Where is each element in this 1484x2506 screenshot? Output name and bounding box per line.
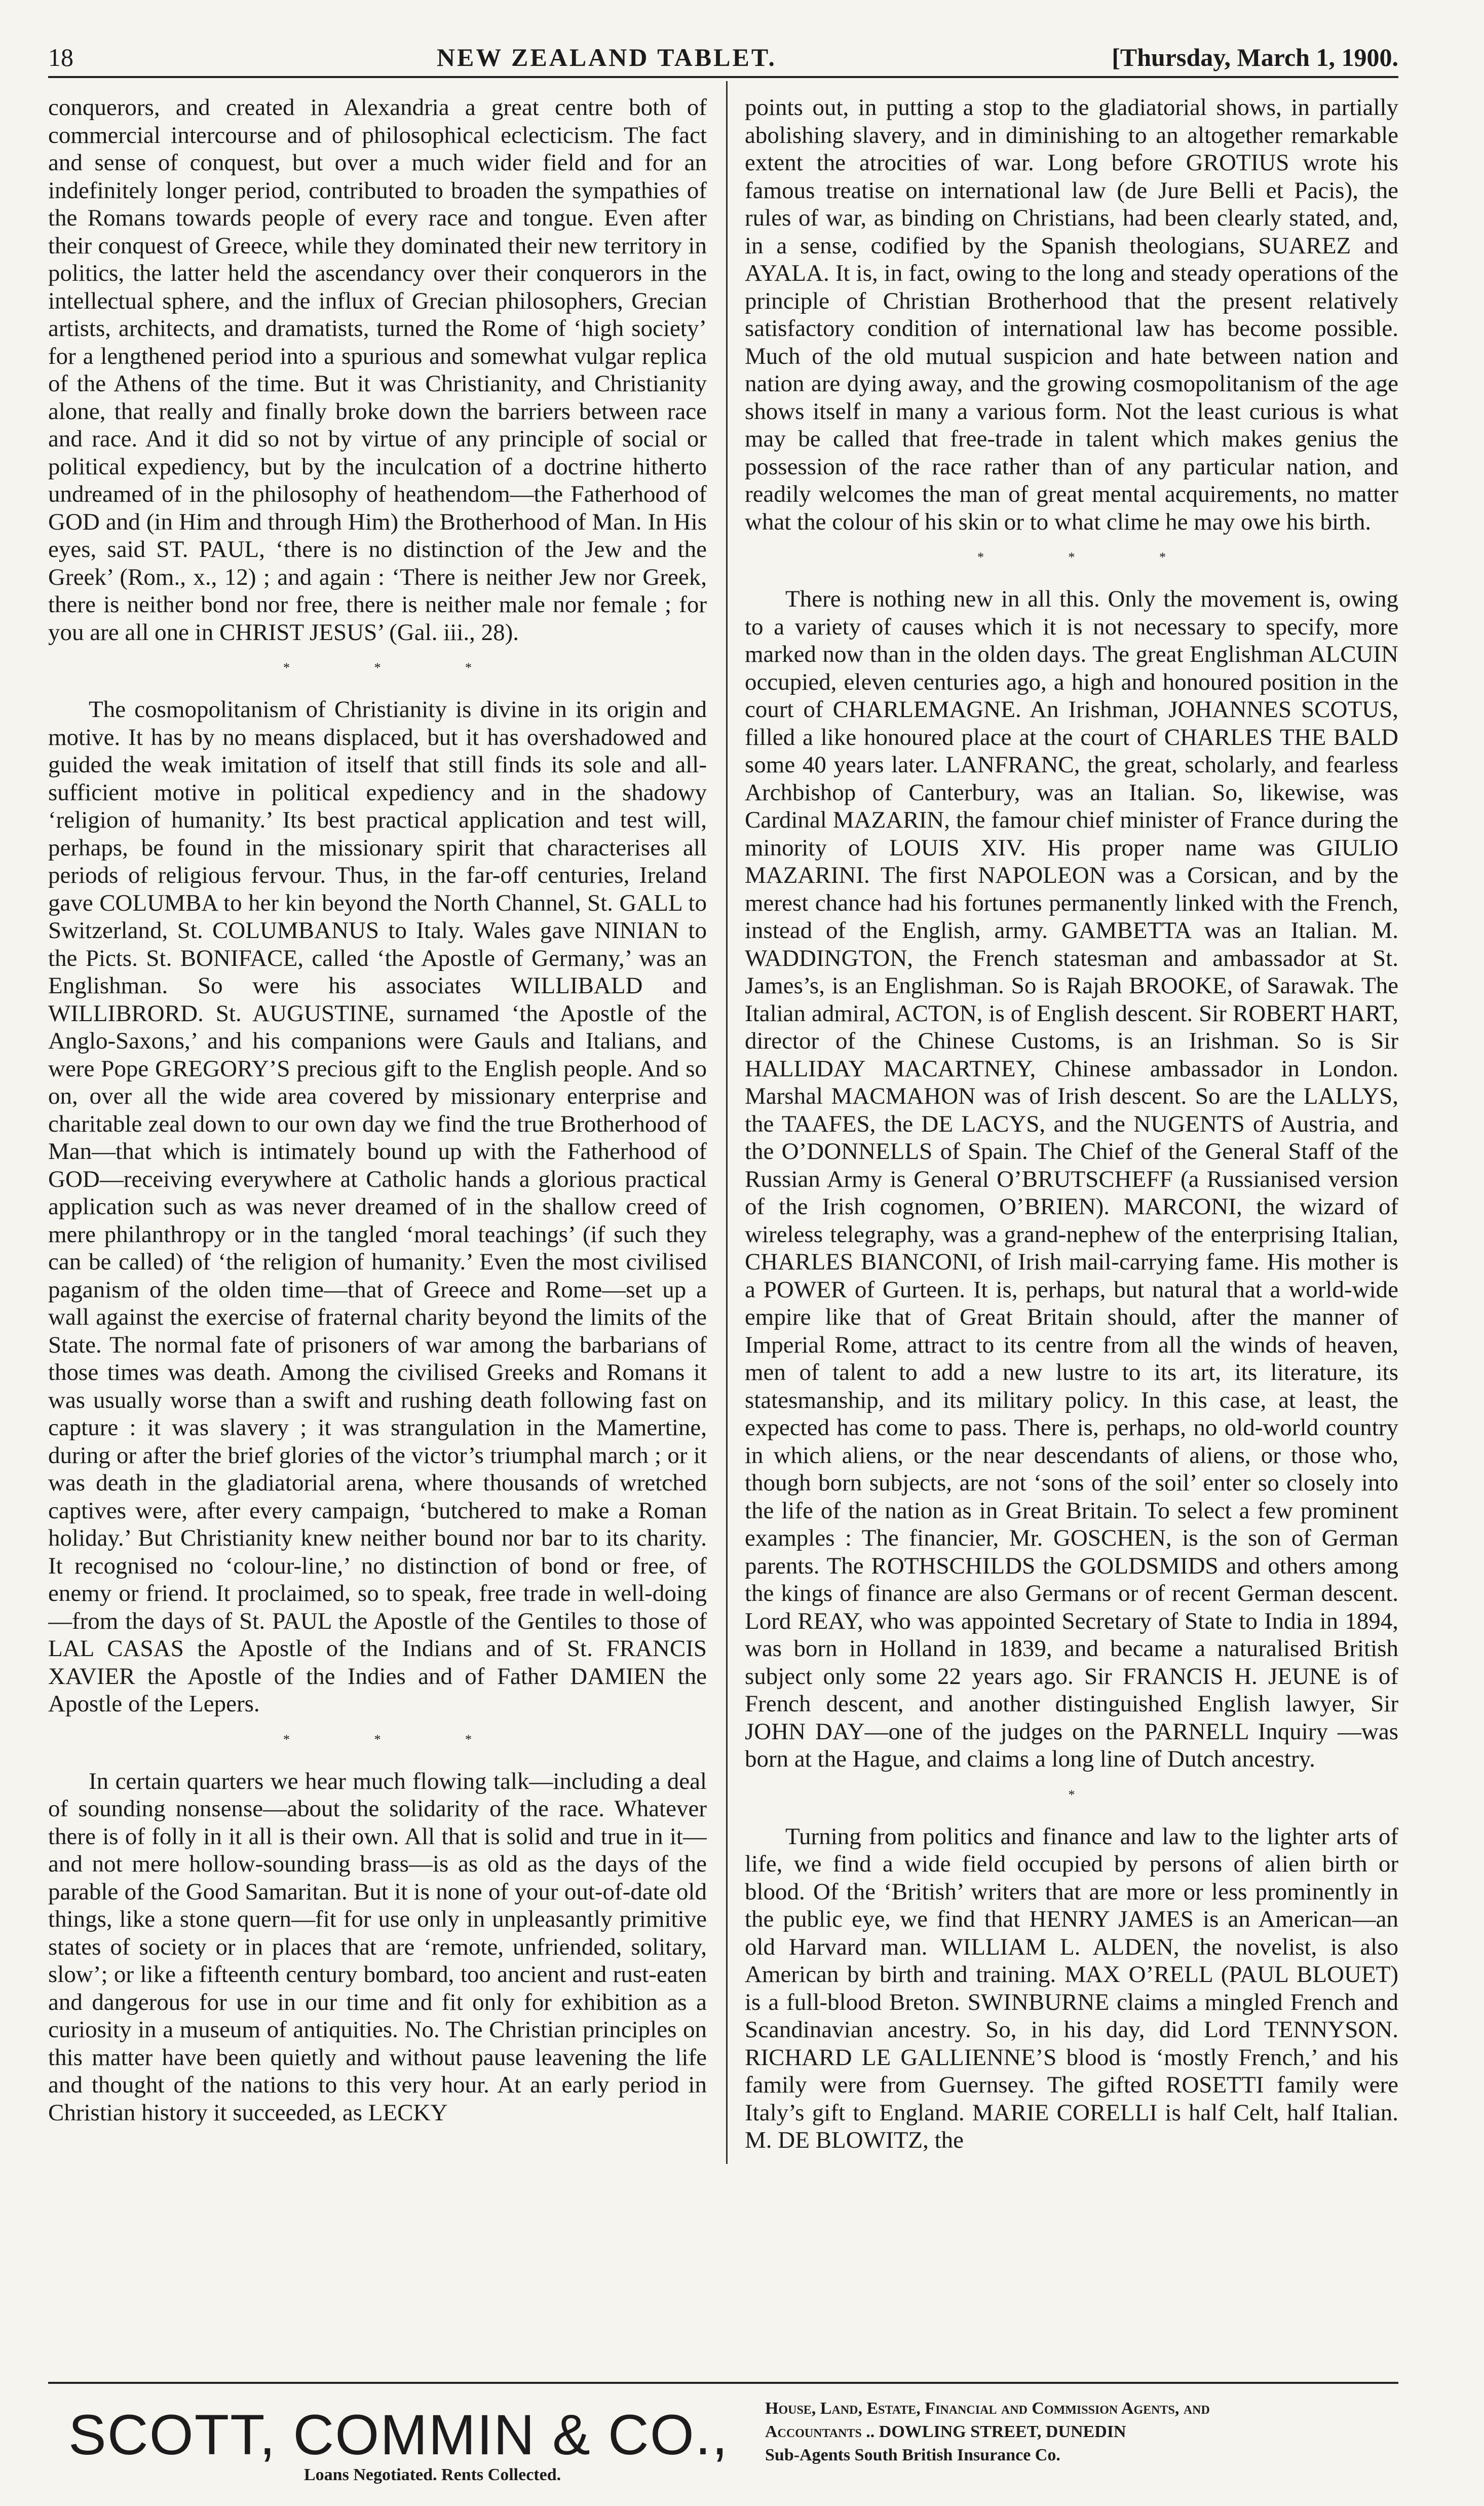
section-break-stars: * bbox=[1068, 1787, 1075, 1802]
advertiser-line-3: Sub-Agents South British Insurance Co. bbox=[765, 2446, 1060, 2464]
column-divider bbox=[726, 81, 728, 2164]
section-break-stars: * * * bbox=[977, 550, 1166, 565]
advertiser-name: SCOTT, COMMIN & CO., bbox=[68, 2403, 729, 2466]
right-paragraph-1: points out, in putting a stop to the gladiatorial shows, in partially abolishing slavery, and in diminishing to an altogether remarkable extent the atrocities of war. Long before GROTIUS wrote his famous treatise on international law (de Jure Belli et Pacis), the rules of war, as binding on Christians, had been clearly stated, and, in a sense, codified by the Spanish theologians, SUAREZ and AYALA. It is, in fact, owing to the long and steady operations of the principle of Christian Brotherhood that the present relatively satisfactory condition of international law has become possible. Much of the old mutual suspicion and hate between nation and nation are dying away, and the growing cosmopolitanism of the age shows itself in many a various form. Not the least curious is what may be called that free-trade in talent which makes genius the possession of the race rather than of any particular nation, and readily welcomes the man of great mental acquirements, no matter what the colour of his skin or to what clime he may owe his birth. bbox=[745, 94, 1398, 535]
left-column bbox=[48, 94, 707, 2161]
advertiser-details bbox=[765, 2397, 1403, 2467]
right-column bbox=[745, 94, 1398, 2161]
right-paragraph-3: Turning from politics and finance and law to the lighter arts of life, we find a wide field occupied by persons of alien birth or blood. Of the ‘British’ writers that are more or less prominently in the public eye, we find that HENRY JAMES is an American—an old Harvard man. WILLIAM L. ALDEN, the novelist, is also American by birth and training. MAX O’RELL (PAUL BLOUET) is a full-blood Breton. SWINBURNE claims a mingled French and Scandinavian ancestry. So, in his day, did Lord TENNYSON. RICHARD LE GALLIENNE’S blood is ‘mostly French,’ and his family were from Guernsey. The gifted ROSETTI family were Italy’s gift to England. MARIE CORELLI is half Celt, half Italian. M. DE BLOWITZ, the bbox=[745, 1823, 1398, 2153]
left-paragraph-3: In certain quarters we hear much flowing talk—including a deal of sounding nonsense—about the solidarity of the race. Whatever there is of folly in it all is their own. All that is solid and true in it—and not mere hollow-sounding brass—is as old as the days of the parable of the Good Samaritan. But it is none of your out-of-date old things, like a stone quern—fit for use only in unpleasantly primitive states of society or in places that are ‘remote, unfriended, solitary, slow’; or like a fifteenth century bombard, too ancient and rust-eaten and dangerous for use in our time and fit only for exhibition as a curiosity in a museum of antiquities. No. The Christian principles on this matter have been quietly and without pause leavening the life and thought of the nations to this very hour. At an early period in Christian history it succeeded, as LECKY bbox=[48, 1768, 707, 2126]
header-rule bbox=[48, 76, 1398, 78]
left-paragraph-1: conquerors, and created in Alexandria a great centre both of commercial intercourse and of philosophical eclecticism. The fact and sense of conquest, but over a much wider field and for an indefinitely longer period, contributed to broaden the sympathies of the Romans towards people of every race and tongue. Even after their conquest of Greece, while they dominated their new territory in politics, the latter held the ascendancy over their conquerors in the intellectual sphere, and the influx of Grecian philosophers, Grecian artists, architects, and dramatists, turned the Rome of ‘high society’ for a lengthened period into a spurious and somewhat vulgar replica of the Athens of the time. But it was Christianity, and Christianity alone, that really and finally broke down the barriers between race and race. And it did so not by virtue of any principle of social or political expediency, but by the inculcation of a doctrine hitherto undreamed of in the philosophy of heathendom—the Fatherhood of GOD and (in Him and through Him) the Brotherhood of Man. In His eyes, said ST. PAUL, ‘there is no distinction of the Jew and the Greek’ (Rom., x., 12) ; and again : ‘There is neither Jew nor Greek, there is neither bond nor free, there is neither male nor female ; for you are all one in CHRIST JESUS’ (Gal. iii., 28). bbox=[48, 94, 707, 646]
advertiser-line-1: House, Land, Estate, Financial and Commission Agents, and bbox=[765, 2399, 1210, 2418]
section-break-stars: * * * bbox=[283, 1732, 472, 1747]
advertiser-services: Loans Negotiated. Rents Collected. bbox=[304, 2465, 561, 2484]
left-paragraph-2: The cosmopolitanism of Christianity is divine in its origin and motive. It has by no means displaced, but it has overshadowed and guided the weak imitation of itself that still finds its sole and all-sufficient motive in political expediency and in the shadowy ‘religion of humanity.’ Its best practical application and test will, perhaps, be found in the missionary spirit that characterises all periods of religious fervour. Thus, in the far-off centuries, Ireland gave COLUMBA to her kin beyond the North Channel, St. GALL to Switzerland, St. COLUMBANUS to Italy. Wales gave NINIAN to the Picts. St. BONIFACE, called ‘the Apostle of Germany,’ was an Englishman. So were his associates WILLIBALD and WILLIBRORD. St. AUGUSTINE, surnamed ‘the Apostle of the Anglo-Saxons,’ and his companions were Gauls and Italians, and were Pope GREGORY’S precious gift to the English people. And so on, over all the wide area covered by missionary enterprise and charitable zeal down to our own day we find the true Brotherhood of Man—that which is intimately bound up with the Fatherhood of GOD—receiving everywhere at Catholic hands a glorious practical application such as was never dreamed of in the shallow creed of mere philanthropy or in the tangled ‘moral teachings’ (if such they can be called) of ‘the religion of humanity.’ Even the most civilised paganism of the olden time—that of Greece and Rome—set up a wall against the exercise of fraternal charity beyond the limits of the State. The normal fate of prisoners of war among the barbarians of those times was death. Among the civilised Greeks and Romans it was usually worse than a swift and rushing death following fast on capture : it was slavery ; it was strangulation in the Mamertine, during or after the brief glories of the victor’s triumphal march ; or it was death in the gladiatorial arena, where thousands of wretched captives were, after every campaign, ‘butchered to make a Roman holiday.’ But Christianity knew neither bound nor bar to its charity. It recognised no ‘colour-line,’ no distinction of bond or free, of enemy or friend. It proclaimed, so to speak, free trade in well-doing—from the days of St. PAUL the Apostle of the Gentiles to those of LAL CASAS the Apostle of the Indians and of St. FRANCIS XAVIER the Apostle of the Indies and of Father DAMIEN the Apostle of the Lepers. bbox=[48, 696, 707, 1717]
masthead-title: NEW ZEALAND TABLET. bbox=[436, 43, 777, 71]
advertiser-line-2: Accountants .. DOWLING STREET, DUNEDIN bbox=[765, 2422, 1126, 2441]
right-paragraph-2: There is nothing new in all this. Only the movement is, owing to a variety of causes which it is not necessary to specify, more marked now than in the olden days. The great Englishman ALCUIN occupied, eleven centuries ago, a high and honoured position in the court of CHARLEMAGNE. An Irishman, JOHANNES SCOTUS, filled a like honoured place at the court of CHARLES THE BALD some 40 years later. LANFRANC, the great, scholarly, and fearless Archbishop of Canterbury, was an Italian. So, likewise, was Cardinal MAZARIN, the famour chief minister of France during the minority of LOUIS XIV. His proper name was GIULIO MAZARINI. The first NAPOLEON was a Corsican, and by the merest chance had his fortunes permanently linked with the French, instead of the English, army. GAMBETTA was an Italian. M. WADDINGTON, the French statesman and ambassador at St. James’s, is an Englishman. So is Rajah BROOKE, of Sarawak. The Italian admiral, ACTON, is of English descent. Sir ROBERT HART, director of the Chinese Customs, is an Irishman. So is Sir HALLIDAY MACARTNEY, Chinese ambassador in London. Marshal MACMAHON was of Irish descent. So are the LALLYS, the TAAFES, the DE LACYS, and the NUGENTS of Austria, and the O’DONNELLS of Spain. The Chief of the General Staff of the Russian Army is General O’BRUTSCHEFF (a Russianised version of the Irish cognomen, O’BRIEN). MARCONI, the wizard of wireless telegraphy, was a grand-nephew of the enterprising Italian, CHARLES BIANCONI, of Irish mail-carrying fame. His mother is a POWER of Gurteen. It is, perhaps, but natural that a world-wide empire like that of Great Britain should, after the manner of Imperial Rome, attract to its centre from all the winds of heaven, men of talent to add a new lustre to its art, its literature, its statesmanship, and its military policy. In this case, at least, the expected has come to pass. There is, perhaps, no old-world country in which aliens, or the near descendants of aliens, or those who, though born subjects, are not ‘sons of the soil’ enter so closely into the life of the nation as in Great Britain. To select a few prominent examples : The financier, Mr. GOSCHEN, is the son of German parents. The ROTHSCHILDS the GOLDSMIDS and others among the kings of finance are also Germans or of recent German descent. Lord REAY, who was appointed Secretary of State to India in 1894, was born in Holland in 1839, and became a naturalised British subject only some 22 years ago. Sir FRANCIS H. JEUNE is of French descent, and another distinguished English lawyer, Sir JOHN DAY—one of the judges on the PARNELL Inquiry —was born at the Hague, and claims a long line of Dutch ancestry. bbox=[745, 586, 1398, 1772]
footer-rule bbox=[48, 2382, 1398, 2384]
page-number: 18 bbox=[48, 43, 73, 71]
running-head bbox=[48, 31, 1398, 72]
issue-date: [Thursday, March 1, 1900. bbox=[1112, 43, 1398, 71]
section-break-stars: * * * bbox=[283, 660, 472, 675]
